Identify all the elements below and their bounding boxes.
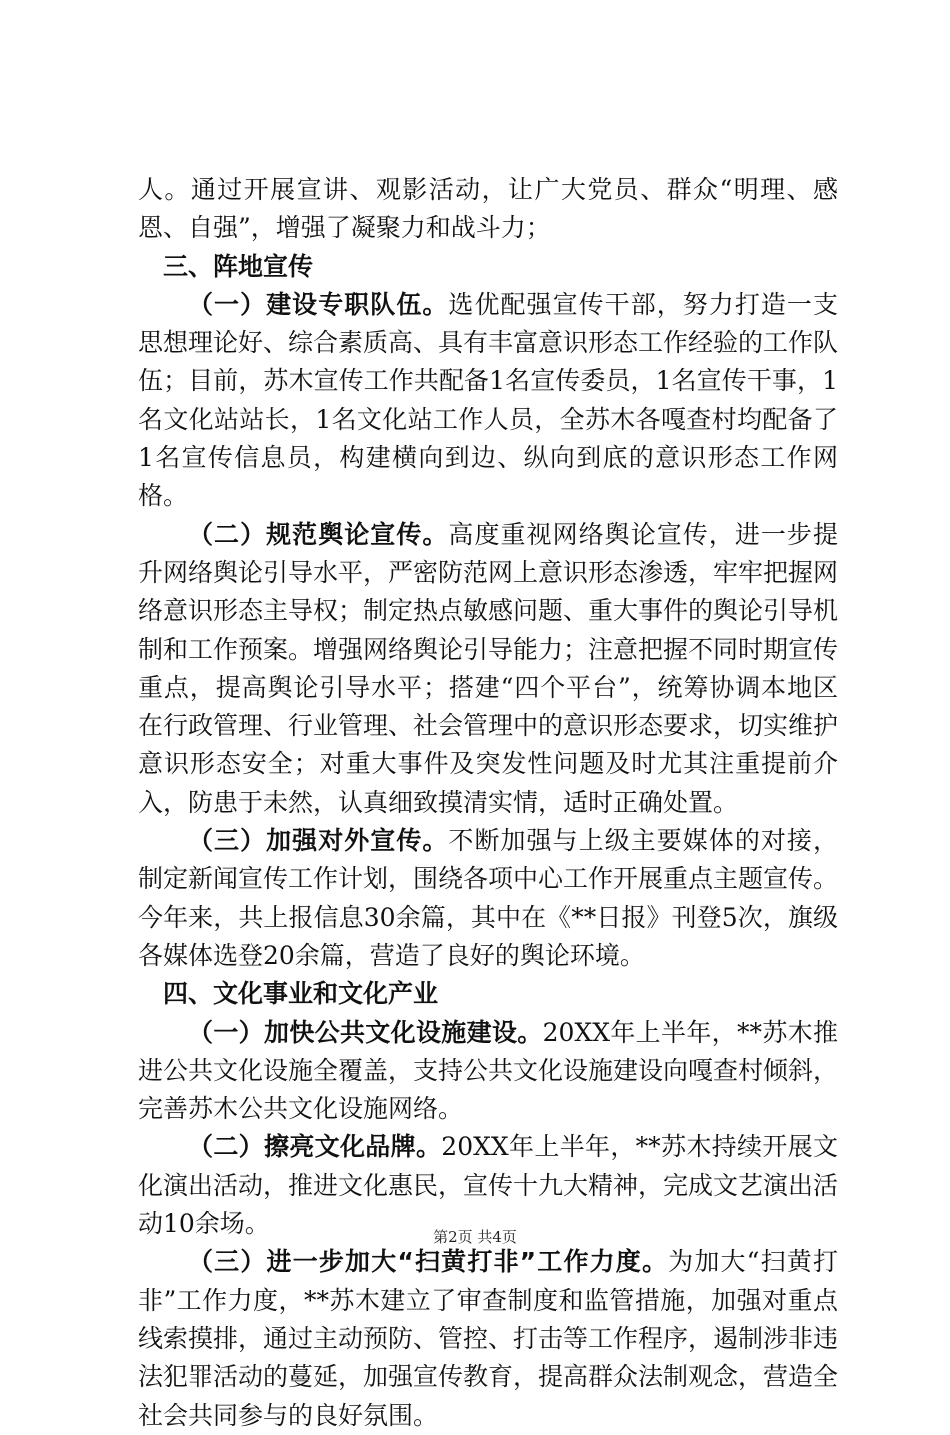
paragraph-text: 高度重视网络舆论宣传，进一步提升网络舆论引导水平，严密防范网上意识形态渗透，牢牢把握网络意识形态主导权；制定热点敏感问题、重大事件的舆论引导机制和工作预案。增强网络舆论引导能力；注意把握不同时期宣传重点，提高舆论引导水平；搭建“四个平台”，统筹协调本地区在行政管理、行业管理、社会管理中的意识形态要求，切实维护意识形态安全；对重大事件及突发性问题及时尤其注重提前介入，防患于未然，认真细致摸清实情，适时正确处置。 <box>138 519 839 817</box>
paragraph-title: （三）加强对外宣传。 <box>188 826 449 856</box>
section-heading-text: 三、阵地宣传 <box>163 251 314 281</box>
paragraph-text: 为加大“扫黄打非”工作力度，**苏木建立了审查制度和监管措施，加强对重点线索摸排，通过主动预防、管控、打击等工作程序，遏制涉非违法犯罪活动的蔓延，加强宣传教育，提高群众法制观念，营造全社会共同参与的良好氛围。 <box>138 1247 839 1430</box>
paragraph <box>138 1243 838 1434</box>
paragraph-text: 20XX年上半年，**苏木持续开展文化演出活动，推进文化惠民，宣传十九大精神，完成文艺演出活动10余场。 <box>138 1132 839 1239</box>
paragraph-title: （二）擦亮文化品牌。 <box>188 1132 442 1162</box>
page-number: 第2页 共4页 <box>433 1228 517 1246</box>
paragraph-text: 人。通过开展宣讲、观影活动，让广大党员、群众“明理、感恩、自强”，增强了凝聚力和战斗力； <box>138 175 838 243</box>
page-footer <box>0 1226 950 1247</box>
paragraph <box>138 1014 838 1129</box>
paragraph-title: （三）进一步加大“扫黄打非”工作力度。 <box>188 1247 669 1277</box>
paragraph-text: 选优配强宣传干部，努力打造一支思想理论好、综合素质高、具有丰富意识形态工作经验的工作队伍；目前，苏木宣传工作共配备1名宣传委员，1名宣传干事，1名文化站站长，1名文化站工作人员，全苏木各嘎查村均配备了1名宣传信息员，构建横向到边、纵向到底的意识形态工作网格。 <box>138 289 839 511</box>
section-heading-text: 四、文化事业和文化产业 <box>163 979 439 1009</box>
paragraph <box>138 822 838 975</box>
paragraph-title: （二）规范舆论宣传。 <box>188 519 449 549</box>
paragraph <box>138 286 838 516</box>
paragraph <box>138 171 838 248</box>
paragraph-title: （一）建设专职队伍。 <box>188 289 449 319</box>
section-heading <box>138 248 838 286</box>
paragraph <box>138 516 838 822</box>
paragraph-text: 20XX年上半年，**苏木推进公共文化设施全覆盖，支持公共文化设施建设向嘎查村倾斜，完善苏木公共文化设施网络。 <box>138 1017 839 1124</box>
paragraph-title: （一）加快公共文化设施建设。 <box>188 1017 543 1047</box>
section-heading <box>138 975 838 1013</box>
paragraph-text: 不断加强与上级主要媒体的对接，制定新闻宣传工作计划，围绕各项中心工作开展重点主题宣传。今年来，共上报信息30余篇，其中在《**日报》刊登5次，旗级各媒体选登20余篇，营造了良好的舆论环境。 <box>138 826 839 970</box>
